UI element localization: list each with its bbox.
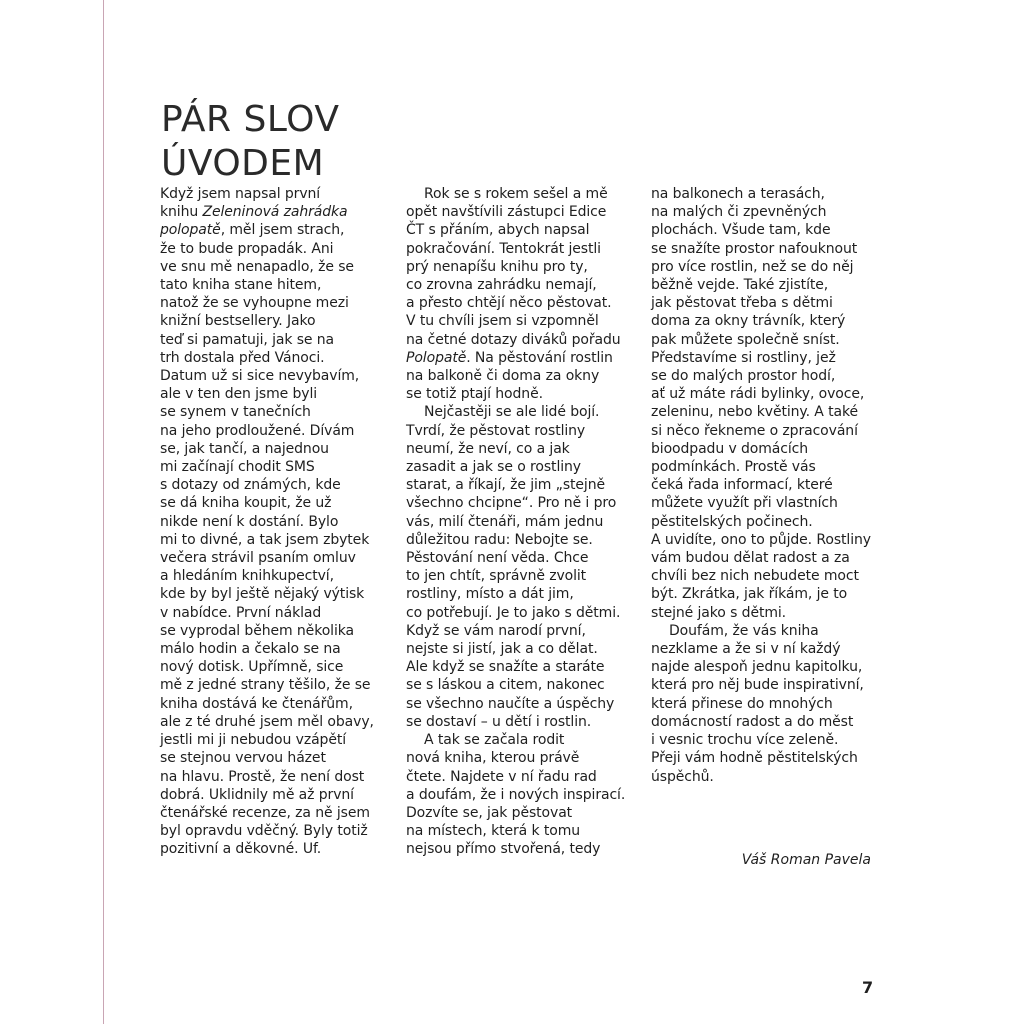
line-text: mi to divné, a tak jsem zbytek [160,531,370,548]
text-line [406,640,625,658]
text-line [160,749,374,767]
text-line [651,458,871,476]
text-line [406,658,625,676]
line-text: Tvrdí, že pěstovat rostliny [406,422,586,439]
text-line [651,476,871,494]
text-line [651,749,871,767]
line-text: rostliny, místo a dát jim, [406,586,574,603]
text-line [651,640,871,658]
line-text: se, jak tančí, a najednou [160,440,329,457]
line-text: tato kniha stane hitem, [160,277,322,294]
text-line [651,331,871,349]
text-line [406,221,625,239]
text-line [160,403,374,421]
text-line [160,822,374,840]
line-text: ale z té druhé jsem měl obavy, [160,713,374,730]
text-line [160,531,374,549]
line-text: byl opravdu vděčný. Byly totiž [160,823,368,840]
line-text: která pro něj bude inspirativní, [651,677,864,694]
line-text: najde alespoň jednu kapitolku, [651,659,863,676]
text-line [651,567,871,585]
line-text: všechno chcipne“. Pro ně i pro [406,495,617,512]
line-text: pozitivní a děkovné. Uf. [160,841,322,858]
text-line [651,221,871,239]
line-text: kde by byl ještě nějaký výtisk [160,586,365,603]
text-line [406,822,625,840]
line-text: Dozvíte se, jak pěstovat [406,804,573,821]
text-line [651,731,871,749]
text-line [160,258,374,276]
text-line [651,258,871,276]
line-text: nezklame a že si v ní každý [651,641,841,658]
line-text: se do malých prostor hodí, [651,368,836,385]
page-title-line-1: PÁR SLOV [161,99,340,140]
line-text: Rok se s rokem sešel a mě [424,186,608,202]
line-text: a doufám, že i nových inspirací. [406,786,626,803]
author-signature: Váš Roman Pavela [741,852,871,868]
text-line [160,786,374,804]
text-line [160,585,374,603]
line-text: na hlavu. Prostě, že není dost [160,768,365,785]
text-line [651,676,871,694]
text-line [651,276,871,294]
line-text: Přeji vám hodně pěstitelských [651,750,858,767]
text-line [406,203,625,221]
text-line [651,585,871,603]
text-line [651,622,871,640]
text-line [651,403,871,421]
text-line [406,494,625,512]
text-line [406,440,625,458]
line-text: V tu chvíli jsem si vzpomněl [406,313,599,330]
text-line [160,731,374,749]
text-line [160,768,374,786]
line-text: to jen chtít, správně zvolit [406,568,587,585]
text-line [651,695,871,713]
text-line [651,658,871,676]
text-line [160,713,374,731]
line-text: nový dotisk. Upřímně, sice [160,659,344,676]
line-text: Nejčastěji se ale lidé bojí. [424,404,600,421]
line-text: zasadit a jak se o rostliny [406,459,581,476]
text-line [160,312,374,330]
text-line [651,203,871,221]
line-text: ČT s přáním, abych napsal [406,222,590,239]
line-text: , měl jsem strach, [220,222,345,239]
line-text: důležitou radu: Nebojte se. [406,531,593,548]
text-line [406,312,625,330]
line-text: neumí, že neví, co a jak [406,440,570,457]
text-line [651,385,871,403]
text-line [160,840,374,858]
text-line [406,622,625,640]
text-line [406,768,625,786]
line-text: A tak se začala rodit [424,732,565,749]
text-line [160,658,374,676]
text-line [406,349,625,367]
line-text: teď si pamatuji, jak se na [160,331,335,348]
text-line [406,185,625,203]
line-text: Když se vám narodí první, [406,622,586,639]
text-line [651,549,871,567]
line-text: čtete. Najdete v ní řadu rad [406,768,597,785]
line-text: nová kniha, kterou právě [406,750,580,767]
text-line [160,695,374,713]
text-line [406,567,625,585]
line-text: bioodpadu v domácích [651,440,809,457]
page-title [161,98,339,186]
line-text: ve snu mě nenapadlo, že se [160,258,354,275]
text-line [406,786,625,804]
line-text: pokračování. Tentokrát jestli [406,240,601,257]
italic-text: polopatě [160,222,221,239]
line-text: jestli mi ji nebudou vzápětí [160,732,347,749]
text-line [160,385,374,403]
text-line [406,476,625,494]
line-text: Představíme si rostliny, jež [651,349,836,366]
line-text: vám budou dělat radost a za [651,550,850,567]
line-text: starat, a říkají, že jim „stejně [406,477,605,494]
text-line [160,276,374,294]
line-text: plochách. Všude tam, kde [651,222,831,239]
text-line [160,804,374,822]
text-line [651,713,871,731]
italic-text: Polopatě [406,349,467,366]
line-text: pro více rostlin, než se do něj [651,258,854,275]
line-text: knihu [160,204,203,221]
line-text: co zrovna zahrádku nemají, [406,277,597,294]
line-text: nikde není k dostání. Bylo [160,513,339,530]
text-line [160,185,374,203]
line-text: být. Zkrátka, jak říkám, je to [651,586,848,603]
text-line [406,749,625,767]
line-text: úspěchů. [651,768,714,785]
text-line [651,604,871,622]
line-text: Datum už si sice nevybavím, [160,368,360,385]
text-line [406,549,625,567]
text-line [160,294,374,312]
text-line [406,731,625,749]
line-text: ale v ten den jsme byli [160,386,318,403]
line-text: se dá kniha koupit, že už [160,495,332,512]
line-text: vás, milí čtenáři, mám jednu [406,513,604,530]
line-text: nejsou přímo stvořená, tedy [406,841,601,858]
line-text: se synem v tanečních [160,404,311,421]
text-column-1 [160,185,374,859]
text-line [160,458,374,476]
line-text: na malých či zpevněných [651,204,827,221]
line-text: na jeho prodloužené. Dívám [160,422,355,439]
text-line [651,494,871,512]
line-text: Doufám, že vás kniha [669,622,819,639]
line-text: trh dostala před Vánoci. [160,349,325,366]
text-line [160,640,374,658]
text-column-3 [651,185,871,786]
line-text: stejné jako s dětmi. [651,604,787,621]
text-line [160,622,374,640]
line-text: prý nenapíšu knihu pro ty, [406,258,588,275]
text-line [406,585,625,603]
line-text: čtenářské recenze, za ně jsem [160,804,370,821]
line-text: chvíli bez nich nebudete moct [651,568,859,585]
text-line [160,476,374,494]
text-line [406,403,625,421]
line-text: se vyprodal během několika [160,622,354,639]
text-line [651,185,871,203]
line-text: opět navštívili zástupci Edice [406,204,607,221]
line-text: a hledáním knihkupectví, [160,568,334,585]
text-line [160,567,374,585]
text-line [406,422,625,440]
line-text: běžně vejde. Také zjistíte, [651,277,829,294]
line-text: na balkonech a terasách, [651,186,825,202]
text-line [651,513,871,531]
text-line [160,549,374,567]
line-text: kniha dostává ke čtenářům, [160,695,353,712]
line-text: se všechno naučíte a úspěchy [406,695,615,712]
line-text: dobrá. Uklidnily mě až první [160,786,354,803]
text-line [160,203,374,221]
line-text: se dostaví – u dětí i rostlin. [406,713,592,730]
text-line [651,294,871,312]
text-line [160,349,374,367]
line-text: domácností radost a do měst [651,713,854,730]
text-line [651,312,871,330]
line-text: mě z jedné strany těšilo, že se [160,677,371,694]
text-line [406,713,625,731]
line-text: pěstitelských počinech. [651,513,813,530]
line-text: co potřebují. Je to jako s dětmi. [406,604,621,621]
line-text: Když jsem napsal první [160,186,321,202]
text-line [160,440,374,458]
margin-rule [103,0,104,1024]
text-line [406,240,625,258]
text-line [160,240,374,258]
line-text: na četné dotazy diváků pořadu [406,331,621,348]
line-text: zeleninu, nebo květiny. A také [651,404,859,421]
line-text: na balkoně či doma za okny [406,368,600,385]
line-text: se snažíte prostor nafouknout [651,240,858,257]
text-line [406,513,625,531]
text-line [651,531,871,549]
line-text: která přinese do mnohých [651,695,833,712]
line-text: v nabídce. První náklad [160,604,322,621]
line-text: a přesto chtějí něco pěstovat. [406,295,612,312]
text-line [406,367,625,385]
line-text: se totiž ptají hodně. [406,386,543,403]
text-line [406,676,625,694]
line-text: málo hodin a čekalo se na [160,641,341,658]
line-text: se stejnou vervou házet [160,750,326,767]
text-line [160,513,374,531]
line-text: čeká řada informací, které [651,477,833,494]
text-line [406,840,625,858]
line-text: že to bude propadák. Ani [160,240,334,257]
text-line [651,349,871,367]
line-text: můžete využít při vlastních [651,495,838,512]
text-line [651,240,871,258]
line-text: ať už máte rádi bylinky, ovoce, [651,386,865,403]
page-number: 7 [862,978,874,997]
line-text: . Na pěstování rostlin [466,349,613,366]
text-line [160,604,374,622]
line-text: mi začínají chodit SMS [160,459,315,476]
line-text: doma za okny trávník, který [651,313,846,330]
line-text: jak pěstovat třeba s dětmi [651,295,833,312]
line-text: na místech, která k tomu [406,823,581,840]
text-line [651,440,871,458]
line-text: večera strávil psaním omluv [160,550,356,567]
text-line [651,367,871,385]
text-line [160,331,374,349]
text-line [160,367,374,385]
text-line [406,531,625,549]
text-line [406,604,625,622]
text-line [651,768,871,786]
line-text: s dotazy od známých, kde [160,477,341,494]
text-line [406,331,625,349]
text-line [406,294,625,312]
text-column-2 [406,185,625,859]
line-text: i vesnic trochu více zeleně. [651,732,839,749]
line-text: podmínkách. Prostě vás [651,459,816,476]
text-line [406,458,625,476]
text-line [406,695,625,713]
line-text: A uvidíte, ono to půjde. Rostliny [651,531,871,548]
text-line [160,221,374,239]
text-line [406,258,625,276]
line-text: Pěstování není věda. Chce [406,550,589,567]
line-text: se s láskou a citem, nakonec [406,677,605,694]
line-text: natož že se vyhoupne mezi [160,295,349,312]
text-line [160,676,374,694]
text-line [651,422,871,440]
line-text: pak můžete společně sníst. [651,331,840,348]
italic-text: Zeleninová zahrádka [202,204,348,221]
line-text: nejste si jistí, jak a co dělat. [406,641,598,658]
line-text: si něco řekneme o zpracování [651,422,858,439]
page-title-line-2: ÚVODEM [161,143,325,184]
text-line [406,276,625,294]
text-line [406,804,625,822]
text-line [406,385,625,403]
line-text: Ale když se snažíte a staráte [406,659,605,676]
line-text: knižní bestsellery. Jako [160,313,316,330]
text-line [160,422,374,440]
text-line [160,494,374,512]
